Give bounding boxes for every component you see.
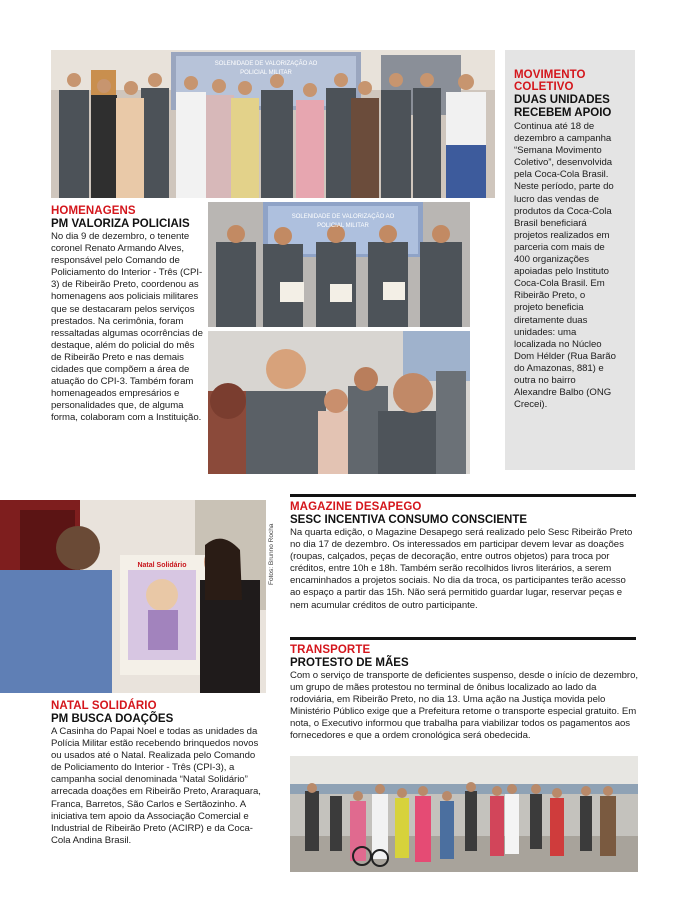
magazine-kicker: MAGAZINE DESAPEGO	[290, 501, 422, 513]
honorees-photo	[208, 202, 470, 327]
natal-headline: PM BUSCA DOAÇÕES	[51, 713, 174, 725]
sidebar-movimento-coletivo	[505, 50, 635, 470]
magazine-headline: SESC INCENTIVA CONSUMO CONSCIENTE	[290, 514, 528, 526]
homenagens-kicker: HOMENAGENS	[51, 205, 136, 217]
transporte-headline: PROTESTO DE MÃES	[290, 657, 409, 669]
sidebar-body: Continua até 18 de dezembro a campanha “Semana Movimento Coletivo”, desenvolvida pela Coca-Cola Brasil. Neste período, parte do lucro das vendas de produtos da Coca-Cola Brasil beneficiará projetos realizados em parceria com mais de 400 organizações apoiadas pelo Instituto Coca-Cola Brasil. Em Ribeirão Preto, o projeto beneficia diretamente duas unidades: uma localizada no Núcleo Dom Hélder (Rua Barão do Amazonas, 881) e outra no bairro Alexandre Balbo (ONG Crecei).	[514, 121, 616, 411]
section-rule-magazine	[290, 494, 636, 497]
homenagens-headline: PM VALORIZA POLICIAIS	[51, 218, 190, 230]
doll-box-label: Natal Solidário	[137, 562, 187, 569]
photo-credit: Fotos: Brunno Rocha	[268, 523, 275, 585]
bus-terminal-protest-photo	[290, 756, 638, 872]
banner-text-line2: POLICIAL MILITAR	[240, 70, 292, 76]
homenagens-body: No dia 9 de dezembro, o tenente coronel Renato Armando Alves, responsável pelo Comando de Policiamento do Interior - Três (CPI-3) de Ribeirão Preto, coordenou as homenagens aos policiais militares que se destacaram pelos serviços prestados. Na cerimônia, foram ressaltadas algumas ocorrências de destaque, além do policial do mês de Ribeirão Preto e nas demais cidades que compõem a área de atuação do CPI-3. Também foram homenageados empresários e personalidades que, de alguma forma, colaboram com a Instituição.	[51, 231, 203, 424]
toy-donation-photo	[0, 500, 266, 693]
medal-ceremony-photo	[208, 331, 470, 474]
sidebar-headline-line2: RECEBEM APOIO	[514, 107, 612, 119]
honorees-banner-line2: POLICIAL MILITAR	[317, 223, 369, 229]
sidebar-headline-line1: DUAS UNIDADES	[514, 94, 610, 106]
sidebar-kicker-line1: MOVIMENTO	[514, 69, 586, 81]
magazine-body: Na quarta edição, o Magazine Desapego será realizado pelo Sesc Ribeirão Preto no dia 17 de dezembro. Os interessados em participar devem levar as doações (roupas, calçados, peças de decoração, entre outros objetos) para troca por créditos, entre 10h e 18h. Também serão recolhidos livros literários, a serem encaminhados a projetos sociais. No dia da troca, os participantes terão acesso ao espaço a partir das 15h. Não será permitido guardar lugar, reservar peças e nem acumular créditos de outro participante.	[290, 527, 633, 611]
transporte-kicker: TRANSPORTE	[290, 644, 371, 656]
group-photo-ceremony	[51, 50, 495, 198]
transporte-body: Com o serviço de transporte de deficientes suspenso, desde o início de dezembro, um grupo de mães protestou no terminal de ônibus localizado ao lado da rodoviária, em Ribeirão Preto, no dia 13. Uma ação na Justiça movida pelo Ministério Público exige que a Prefeitura retome o transporte especial gratuito. Em nota, o Executivo informou que trabalha para viabilizar todos os pagamentos aos fornecedores e que a ordem cronológica será obedecida.	[290, 670, 638, 742]
honorees-banner-line1: SOLENIDADE DE VALORIZAÇÃO AO	[291, 214, 395, 220]
section-rule-transporte	[290, 637, 636, 640]
natal-body: A Casinha do Papai Noel e todas as unidades da Polícia Militar estão recebendo brinquedos novos ou usados até o Natal. Realizada pelo Comando de Policiamento do Interior - Três (CPI-3), a campanha social denominada “Natal Solidário” arrecada doações em Ribeirão Preto, Araraquara, Franca, Barretos, São Carlos e Sertãozinho. A iniciativa tem apoio da Associação Comercial e Industrial de Ribeirão Preto (ACIRP) e da Coca-Cola Andina Brasil.	[51, 726, 261, 846]
banner-text-line1: SOLENIDADE DE VALORIZAÇÃO AO	[214, 61, 318, 67]
sidebar-kicker-line2: COLETIVO	[514, 81, 574, 93]
natal-kicker: NATAL SOLIDÁRIO	[51, 700, 157, 712]
